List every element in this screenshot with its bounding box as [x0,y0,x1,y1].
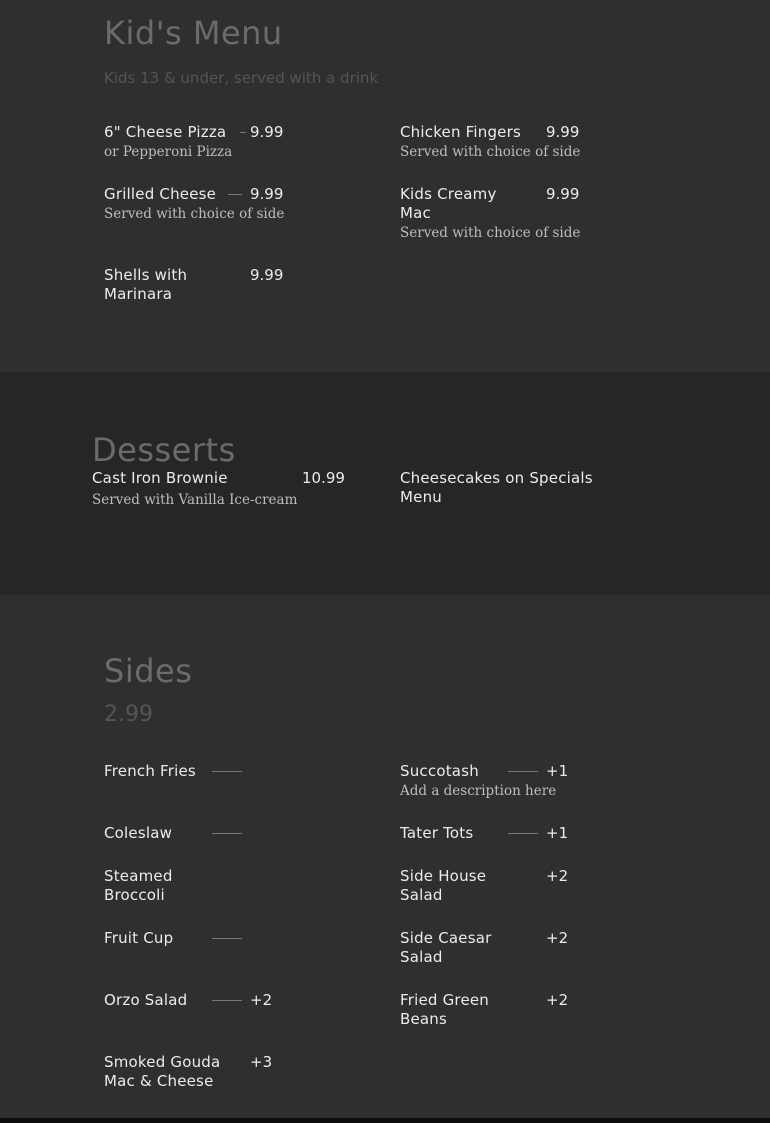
menu-item [400,469,620,507]
item-description: Served with choice of side [400,225,581,241]
desserts-title: Desserts [92,431,236,469]
item-name: Side House Salad [400,867,487,904]
menu-item [400,991,580,1029]
menu-item [400,929,580,967]
menu-item [104,123,284,162]
sides-title: Sides [104,652,193,690]
item-name: Steamed Broccoli [104,867,173,904]
leader-line [240,132,246,133]
item-name: Side Caesar Salad [400,929,492,966]
desserts-section [0,372,770,595]
item-name: Fried Green Beans [400,991,490,1028]
item-name: 6" Cheese Pizza [104,123,227,141]
item-name: Coleslaw [104,824,173,842]
item-price: +1 [546,762,569,780]
leader-line [508,771,538,772]
menu-item [104,991,284,1010]
menu-item [104,824,284,843]
item-name: Chicken Fingers [400,123,521,141]
leader-line [228,194,242,195]
item-name: Tater Tots [400,824,474,842]
item-price: 9.99 [250,266,284,284]
item-price: +1 [546,824,569,842]
menu-item [104,185,284,224]
item-price: +2 [546,991,569,1009]
kids-menu-section [0,0,770,372]
menu-item [104,266,284,304]
item-name: Cast Iron Brownie [92,469,228,487]
item-description: Served with choice of side [400,144,581,160]
menu-item [104,762,284,781]
item-description: Add a description here [400,783,557,799]
menu-item [104,929,284,948]
menu-item [104,1053,284,1091]
leader-line [212,833,242,834]
page-bottom-edge [0,1118,770,1123]
menu-item [400,762,580,801]
menu-item [400,867,580,905]
menu-item [92,469,352,510]
item-price: +2 [250,991,273,1009]
sides-price: 2.99 [104,702,153,727]
kids-menu-title: Kid's Menu [104,14,283,52]
item-price: +2 [546,867,569,885]
item-price: +2 [546,929,569,947]
item-name: Succotash [400,762,479,780]
item-name: Orzo Salad [104,991,188,1009]
item-name: Cheesecakes on Specials Menu [400,469,593,506]
leader-line [212,771,242,772]
item-description: or Pepperoni Pizza [104,144,233,160]
menu-item [400,123,580,162]
item-description: Served with Vanilla Ice-cream [92,492,298,508]
item-description: Served with choice of side [104,206,285,222]
leader-line [508,833,538,834]
item-price: 9.99 [546,185,580,203]
item-name: Smoked Gouda Mac & Cheese [104,1053,221,1090]
item-name: Grilled Cheese [104,185,217,203]
menu-item [400,185,580,243]
item-price: 9.99 [250,123,284,141]
item-name: Fruit Cup [104,929,174,947]
item-name: Kids Creamy Mac [400,185,497,222]
leader-line [212,938,242,939]
kids-menu-subtitle: Kids 13 & under, served with a drink [104,69,379,87]
item-price: 9.99 [546,123,580,141]
item-price: 10.99 [302,469,345,487]
item-name: Shells with Marinara [104,266,188,303]
item-name: French Fries [104,762,196,780]
leader-line [212,1000,242,1001]
sides-section [0,595,770,1118]
item-price: +3 [250,1053,273,1071]
menu-item [104,867,284,905]
menu-item [400,824,580,843]
item-price: 9.99 [250,185,284,203]
